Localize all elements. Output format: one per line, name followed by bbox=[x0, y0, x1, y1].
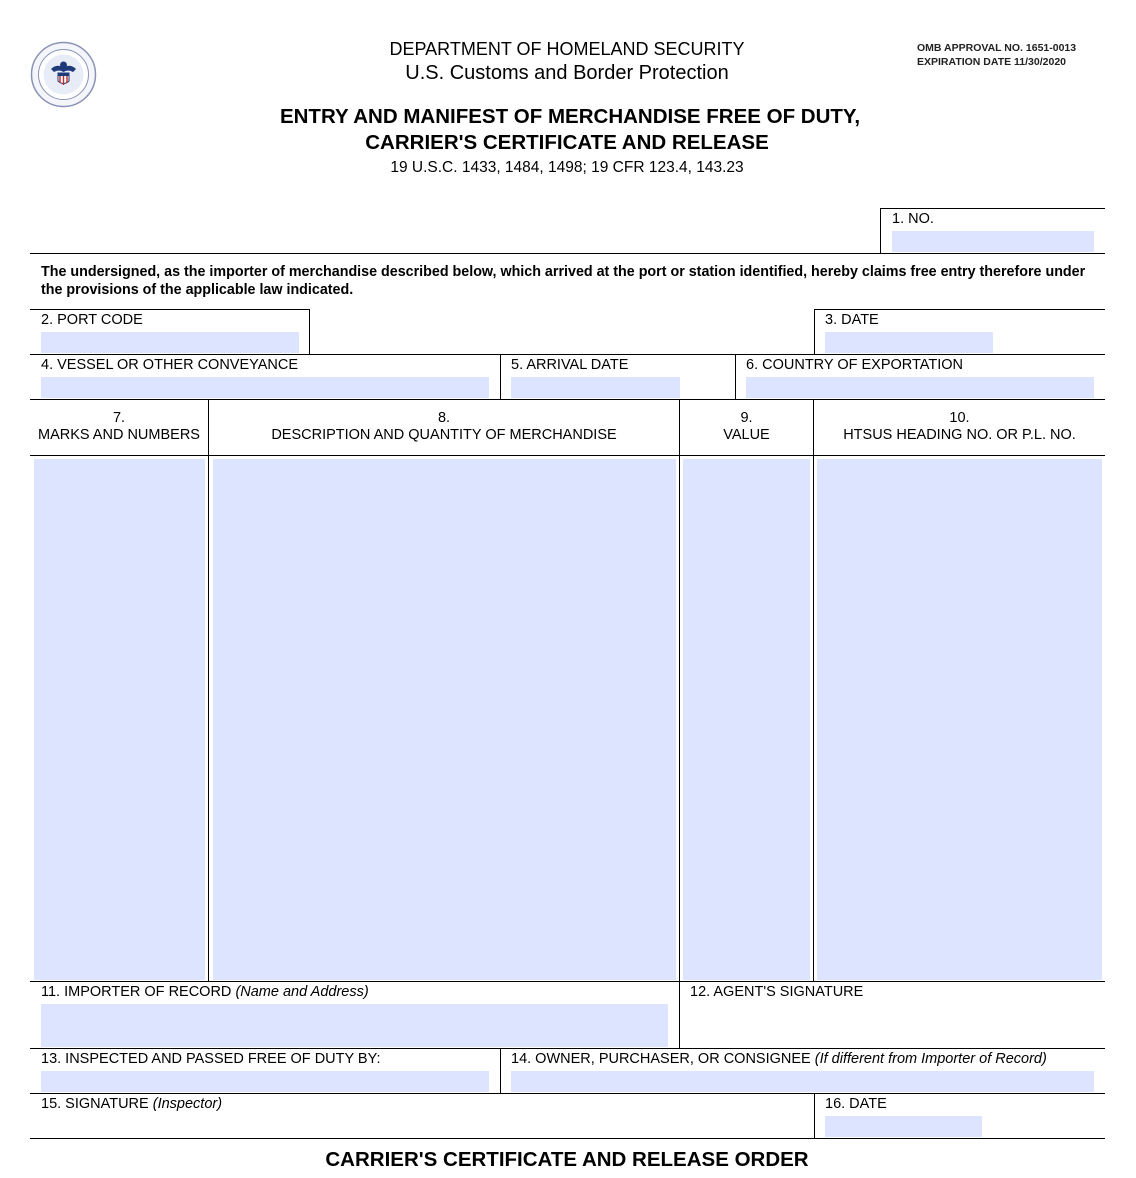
col-description-header bbox=[209, 410, 679, 444]
date16-field[interactable] bbox=[825, 1116, 982, 1137]
col-description-num: 8. bbox=[437, 410, 451, 426]
signature-label-text: 15. SIGNATURE bbox=[41, 1096, 149, 1112]
value-field[interactable] bbox=[683, 459, 810, 980]
omb-approval: OMB APPROVAL NO. 1651-0013 bbox=[917, 42, 1077, 54]
legal-authority: 19 U.S.C. 1433, 1484, 1498; 19 CFR 123.4, 143.23 bbox=[390, 159, 744, 176]
col-htsus-header bbox=[814, 410, 1105, 444]
col-value-label: VALUE bbox=[723, 427, 770, 443]
col-value-num: 9. bbox=[740, 410, 753, 426]
country-label: 6. COUNTRY OF EXPORTATION bbox=[746, 357, 963, 373]
declaration-text: The undersigned, as the importer of merchandise described below, which arrived at the port or station identified, hereby claims free entry therefore under the provisions of the applicable law indicated. bbox=[41, 264, 1086, 298]
port-code-label: 2. PORT CODE bbox=[41, 312, 143, 328]
description-field[interactable] bbox=[213, 459, 676, 980]
no-label: 1. NO. bbox=[892, 211, 934, 227]
department-name: DEPARTMENT OF HOMELAND SECURITY bbox=[389, 39, 745, 59]
col-marks-label: MARKS AND NUMBERS bbox=[38, 427, 200, 443]
country-field[interactable] bbox=[746, 377, 1094, 398]
owner-label-note: (If different from Importer of Record) bbox=[814, 1051, 1047, 1067]
owner-label-text: 14. OWNER, PURCHASER, OR CONSIGNEE bbox=[511, 1051, 811, 1067]
carrier-section-title: CARRIER'S CERTIFICATE AND RELEASE ORDER bbox=[325, 1148, 809, 1171]
importer-label bbox=[41, 984, 369, 1000]
form-title-line2: CARRIER'S CERTIFICATE AND RELEASE bbox=[365, 131, 769, 154]
owner-field[interactable] bbox=[511, 1071, 1094, 1092]
port-code-field[interactable] bbox=[41, 332, 299, 353]
signature-label-note: (Inspector) bbox=[152, 1096, 223, 1112]
vessel-label: 4. VESSEL OR OTHER CONVEYANCE bbox=[41, 357, 299, 373]
col-marks-num: 7. bbox=[112, 410, 126, 426]
col-value-header bbox=[680, 410, 813, 444]
col-description-label: DESCRIPTION AND QUANTITY OF MERCHANDISE bbox=[271, 427, 617, 443]
arrival-date-field[interactable] bbox=[511, 377, 680, 398]
form-title-line1: ENTRY AND MANIFEST OF MERCHANDISE FREE OF DUTY, bbox=[279, 105, 861, 128]
agent-signature-label: 12. AGENT'S SIGNATURE bbox=[690, 984, 864, 1000]
col-marks-header bbox=[30, 410, 208, 444]
arrival-date-label: 5. ARRIVAL DATE bbox=[511, 357, 629, 373]
agency-name: U.S. Customs and Border Protection bbox=[405, 62, 729, 84]
owner-label bbox=[511, 1051, 1047, 1067]
importer-label-text: 11. IMPORTER OF RECORD bbox=[41, 984, 232, 1000]
no-field[interactable] bbox=[892, 231, 1094, 252]
date-label: 3. DATE bbox=[825, 312, 879, 328]
col-htsus-num: 10. bbox=[949, 410, 970, 426]
cbp-seal-icon bbox=[30, 41, 97, 108]
date-field[interactable] bbox=[825, 332, 993, 353]
marks-field[interactable] bbox=[34, 459, 205, 980]
inspected-label: 13. INSPECTED AND PASSED FREE OF DUTY BY: bbox=[41, 1051, 381, 1067]
inspected-field[interactable] bbox=[41, 1071, 489, 1092]
importer-label-note: (Name and Address) bbox=[235, 984, 369, 1000]
htsus-field[interactable] bbox=[817, 459, 1102, 980]
signature-label bbox=[41, 1096, 222, 1112]
expiration-date: EXPIRATION DATE 11/30/2020 bbox=[917, 56, 1067, 68]
col-htsus-label: HTSUS HEADING NO. OR P.L. NO. bbox=[843, 427, 1076, 443]
date16-label: 16. DATE bbox=[825, 1096, 887, 1112]
vessel-field[interactable] bbox=[41, 377, 489, 398]
importer-field[interactable] bbox=[41, 1004, 668, 1047]
